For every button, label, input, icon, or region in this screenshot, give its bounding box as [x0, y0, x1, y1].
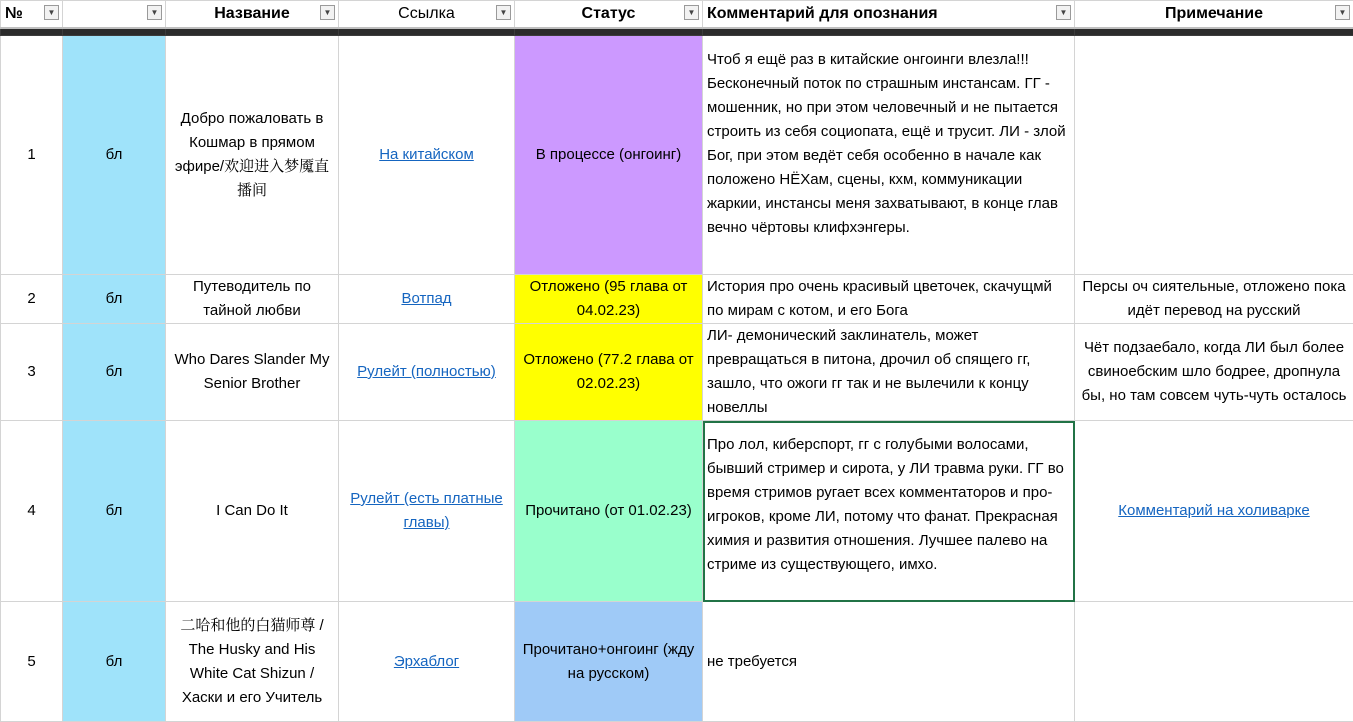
note-cell[interactable]: Чёт подзаебало, когда ЛИ был более свиноебским шло бодрее, дропнула бы, но там совсем чуть-чуть осталось	[1075, 324, 1353, 421]
status-cell[interactable]: В процессе (онгоинг)	[515, 36, 703, 275]
header-status[interactable]: Статус ▼	[515, 1, 703, 29]
title-cell[interactable]: Who Dares Slander My Senior Brother	[166, 324, 339, 421]
header-title[interactable]: Название ▼	[166, 1, 339, 29]
title-cell[interactable]: Путеводитель по тайной любви	[166, 275, 339, 324]
link-cell[interactable]	[339, 275, 515, 324]
category-cell[interactable]: бл	[63, 324, 166, 421]
category-cell[interactable]: бл	[63, 602, 166, 722]
row-number[interactable]: 3	[1, 324, 63, 421]
comment-cell[interactable]: ЛИ- демонический заклинатель, может превращаться в питона, дрочил об спящего гг, зашло, что ожоги гг так и не вылечили к концу новеллы	[703, 324, 1075, 421]
category-cell[interactable]: бл	[63, 421, 166, 602]
note-cell[interactable]: Персы оч сиятельные, отложено пока идёт перевод на русский	[1075, 275, 1353, 324]
filter-dropdown-icon[interactable]: ▼	[1056, 5, 1071, 20]
header-link[interactable]: Ссылка ▼	[339, 1, 515, 29]
header-comment[interactable]: Комментарий для опознания ▼	[703, 1, 1075, 29]
title-cell[interactable]: I Can Do It	[166, 421, 339, 602]
note-cell[interactable]	[1075, 421, 1353, 602]
status-cell[interactable]: Отложено (95 глава от 04.02.23)	[515, 275, 703, 324]
table-row	[1, 324, 1353, 421]
header-row	[1, 1, 1353, 29]
row-number[interactable]: 5	[1, 602, 63, 722]
title-cell[interactable]: 二哈和他的白猫师尊 / The Husky and His White Cat Shizun / Хаски и его Учитель	[166, 602, 339, 722]
row-number[interactable]: 2	[1, 275, 63, 324]
link[interactable]: Комментарий на холиварке	[1118, 502, 1309, 519]
comment-cell[interactable]: Чтоб я ещё раз в китайские онгоинги влезла!!! Бесконечный поток по страшным инстансам. ГГ - мошенник, но при этом человечный и не пытается строить из себя социопата, ещё и трусит. ЛИ - злой Бог, при этом ведёт себя особенно в начале как положено НЁХам, сцены, кхм, коммуникации жаркии, инстансы меня захватывают, в конце глав вечно чёртовы клифхэнгеры.	[703, 36, 1075, 275]
column-letter-bar	[1, 28, 1353, 36]
filter-dropdown-icon[interactable]: ▼	[44, 5, 59, 20]
comment-cell[interactable]: История про очень красивый цветочек, скачущмй по мирам с котом, и его Бога	[703, 275, 1075, 324]
link[interactable]: Рулейт (полностью)	[357, 363, 496, 380]
link[interactable]: Рулейт (есть платные главы)	[350, 490, 503, 531]
link-cell[interactable]	[339, 324, 515, 421]
row-number[interactable]: 1	[1, 36, 63, 275]
link-cell[interactable]	[339, 421, 515, 602]
header-num[interactable]: № ▼	[1, 1, 63, 29]
row-number[interactable]: 4	[1, 421, 63, 602]
status-cell[interactable]: Отложено (77.2 глава от 02.02.23)	[515, 324, 703, 421]
comment-cell[interactable]: не требуется	[703, 602, 1075, 722]
title-cell[interactable]: Добро пожаловать в Кошмар в прямом эфире/欢迎进入梦魇直播间	[166, 36, 339, 275]
table-row	[1, 275, 1353, 324]
filter-dropdown-icon[interactable]: ▼	[684, 5, 699, 20]
filter-dropdown-icon[interactable]: ▼	[320, 5, 335, 20]
table-row	[1, 602, 1353, 722]
note-cell[interactable]	[1075, 602, 1353, 722]
table-row	[1, 36, 1353, 275]
filter-dropdown-icon[interactable]: ▼	[496, 5, 511, 20]
header-note[interactable]: Примечание ▼	[1075, 1, 1353, 29]
filter-dropdown-icon[interactable]: ▼	[147, 5, 162, 20]
category-cell[interactable]: бл	[63, 275, 166, 324]
comment-cell[interactable]: Про лол, киберспорт, гг с голубыми волосами, бывший стример и сирота, у ЛИ травма руки. ГГ во время стримов ругает всех комментаторов и про-игроков, кроме ЛИ, потому что фанат. Прекрасная химия и развития отношения. Лучшее палево на стриме из существующего, имхо.	[703, 421, 1075, 602]
link-cell[interactable]	[339, 602, 515, 722]
category-cell[interactable]: бл	[63, 36, 166, 275]
note-cell[interactable]	[1075, 36, 1353, 275]
link[interactable]: Вотпад	[401, 290, 451, 307]
link[interactable]: На китайском	[379, 146, 474, 163]
table-row	[1, 421, 1353, 602]
link-cell[interactable]	[339, 36, 515, 275]
status-cell[interactable]: Прочитано (от 01.02.23)	[515, 421, 703, 602]
link[interactable]: Эрхаблог	[394, 653, 459, 670]
header-category[interactable]	[63, 1, 166, 29]
status-cell[interactable]: Прочитано+онгоинг (жду на русском)	[515, 602, 703, 722]
filter-dropdown-icon[interactable]: ▼	[1335, 5, 1350, 20]
